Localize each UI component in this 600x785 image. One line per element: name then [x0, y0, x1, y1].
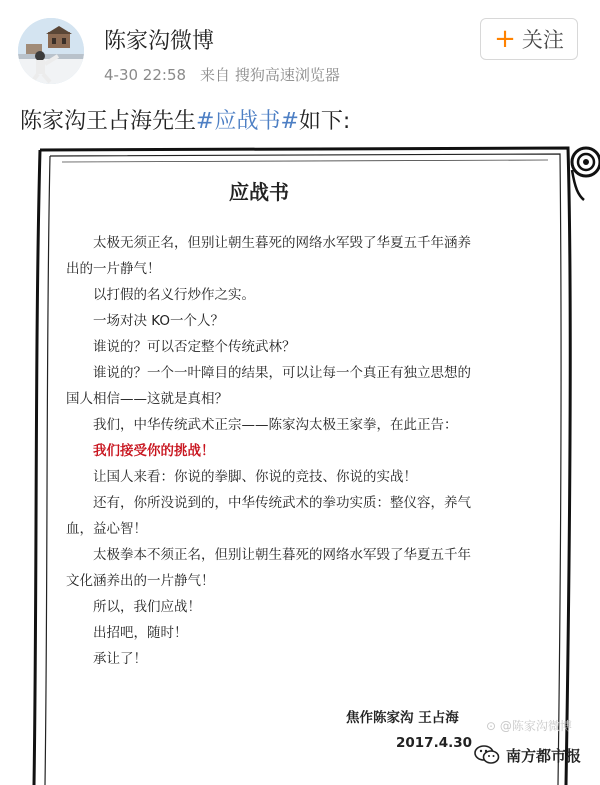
doc-line: 太极无须正名，但别让朝生暮死的网络水军毁了华夏五千年涵养	[93, 235, 471, 251]
doc-line: 所以，我们应战！	[93, 599, 201, 615]
doc-line: 谁说的？可以否定整个传统武林？	[93, 339, 296, 355]
follow-button[interactable]	[480, 18, 578, 60]
doc-line: 谁说的？一个一叶障目的结果，可以让每一个真正有独立思想的	[93, 365, 471, 381]
camera-watermark-icon: ⊙	[486, 719, 497, 733]
doc-line: 承让了！	[93, 651, 147, 667]
source-badge	[474, 740, 600, 770]
avatar[interactable]	[18, 18, 84, 84]
doc-line: 文化涵养出的一片静气！	[66, 573, 215, 589]
doc-line: 血，益心智！	[66, 521, 147, 537]
post-meta	[104, 64, 340, 85]
declaration-document	[36, 150, 570, 785]
author-name[interactable]: 陈家沟微博	[104, 29, 215, 54]
doc-line-highlight: 我们接受你的挑战！	[93, 443, 215, 459]
document-signature: 焦作陈家沟 王占海	[346, 710, 459, 726]
post-text	[20, 104, 350, 135]
source-badge-text: 南方都市报	[506, 746, 582, 765]
post-text-after: 如下:	[298, 109, 351, 134]
doc-line: 出的一片静气！	[66, 261, 161, 277]
doc-line: 以打假的名义行炒作之实。	[93, 287, 255, 303]
image-watermark	[486, 717, 572, 734]
follow-label: 关注	[521, 28, 564, 52]
doc-line: 出招吧，随时！	[93, 625, 188, 641]
wechat-source-icon	[474, 744, 500, 766]
doc-line: 一场对决 KO一个人？	[93, 313, 225, 329]
document-date: 2017.4.30	[396, 735, 473, 751]
doc-line: 国人相信——这就是真相？	[66, 391, 228, 407]
hashtag-link[interactable]: #应战书#	[196, 109, 299, 134]
doc-line: 我们，中华传统武术正宗——陈家沟太极王家拳，在此正告：	[93, 417, 458, 433]
post-header	[0, 0, 600, 95]
document-body	[66, 230, 506, 672]
post-text-before: 陈家沟王占海先生	[20, 109, 197, 134]
post-image[interactable]	[0, 140, 600, 785]
doc-line: 太极拳本不须正名，但别让朝生暮死的网络水军毁了华夏五千年	[93, 547, 471, 563]
source-prefix: 来自	[200, 66, 231, 84]
post-timestamp: 4-30 22:58	[104, 66, 187, 84]
doc-line: 让国人来看：你说的拳脚、你说的竞技、你说的实战！	[93, 469, 417, 485]
document-title: 应战书	[229, 180, 289, 204]
doc-line: 还有，你所没说到的，中华传统武术的拳功实质：整仪容，养气	[93, 495, 471, 511]
source-app-link[interactable]: 搜狗高速浏览器	[234, 66, 340, 84]
follow-plus-icon: +	[494, 24, 516, 54]
watermark-text: @陈家沟微博	[499, 719, 572, 733]
